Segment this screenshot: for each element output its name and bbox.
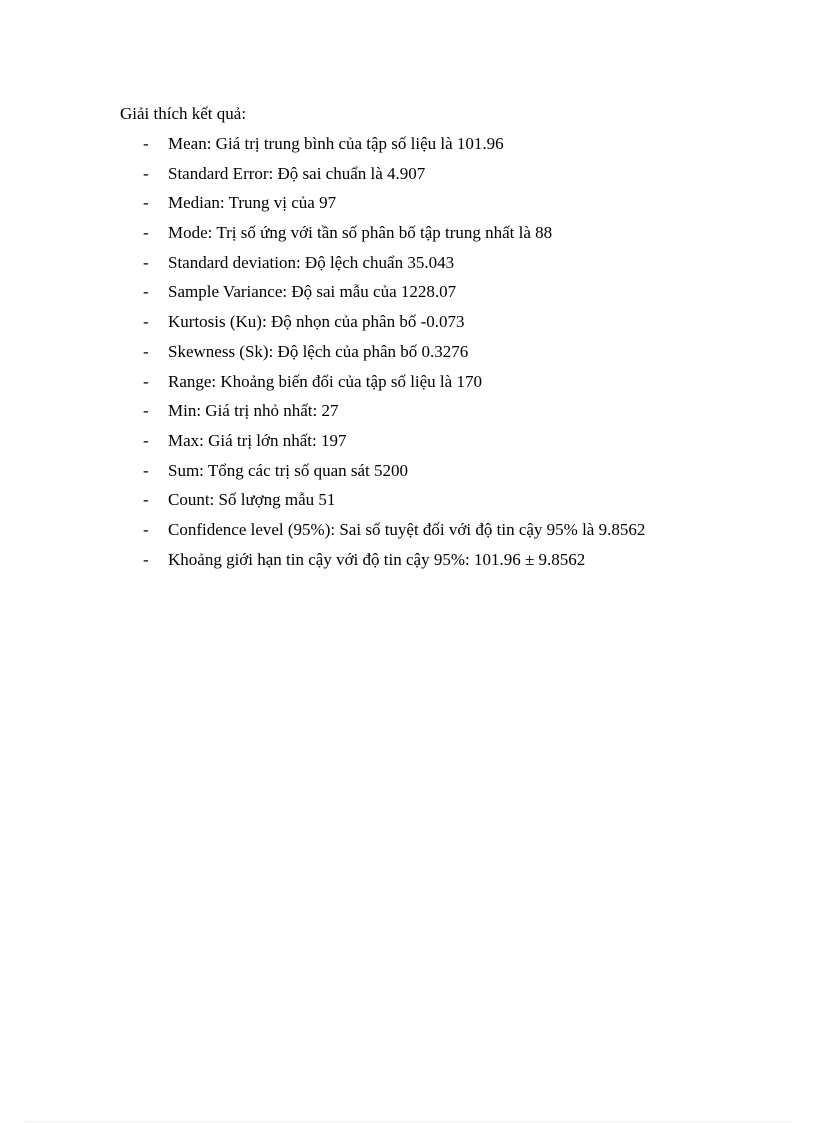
bullet-dash: - <box>143 282 149 302</box>
list-item-text: Confidence level (95%): Sai số tuyệt đối với độ tin cậy 95% là 9.8562 <box>168 519 646 539</box>
list-item-text: Count: Số lượng mẫu 51 <box>168 490 336 510</box>
bullet-dash: - <box>143 193 149 213</box>
list-item-text: Median: Trung vị của 97 <box>168 193 337 213</box>
list-item-text: Khoảng giới hạn tin cậy với độ tin cậy 95%: 101.96 ± 9.8562 <box>168 549 586 569</box>
section-heading: Giải thích kết quả: <box>120 104 247 123</box>
bullet-dash: - <box>143 312 149 332</box>
list-item-text: Min: Giá trị nhỏ nhất: 27 <box>168 401 339 421</box>
bullet-dash: - <box>143 460 149 480</box>
list-item-text: Range: Khoảng biến đổi của tập số liệu là 170 <box>168 371 482 391</box>
bullet-dash: - <box>143 519 149 539</box>
bullet-dash: - <box>143 401 149 421</box>
bullet-dash: - <box>143 341 149 361</box>
bullet-dash: - <box>143 371 149 391</box>
list-item-text: Standard Error: Độ sai chuẩn là 4.907 <box>168 163 426 183</box>
bullet-dash: - <box>143 549 149 569</box>
bullet-dash: - <box>143 490 149 510</box>
list-item-text: Kurtosis (Ku): Độ nhọn của phân bố -0.073 <box>168 312 465 332</box>
list-item-text: Mean: Giá trị trung bình của tập số liệu là 101.96 <box>168 134 504 153</box>
bullet-dash: - <box>143 223 149 243</box>
list-item-text: Sample Variance: Độ sai mẫu của 1228.07 <box>168 282 457 302</box>
list-item-text: Max: Giá trị lớn nhất: 197 <box>168 430 347 450</box>
bullet-dash: - <box>143 430 149 450</box>
list-item-text: Mode: Trị số ứng với tần số phân bố tập trung nhất là 88 <box>168 223 553 243</box>
list-item-text: Standard deviation: Độ lệch chuẩn 35.043 <box>168 252 455 272</box>
bullet-dash: - <box>143 163 149 183</box>
bullet-dash: - <box>143 252 149 272</box>
page-bottom-divider <box>24 1121 792 1122</box>
bullet-dash: - <box>143 134 149 153</box>
list-item-text: Sum: Tổng các trị số quan sát 5200 <box>168 460 409 480</box>
list-item-text: Skewness (Sk): Độ lệch của phân bố 0.3276 <box>168 341 469 361</box>
